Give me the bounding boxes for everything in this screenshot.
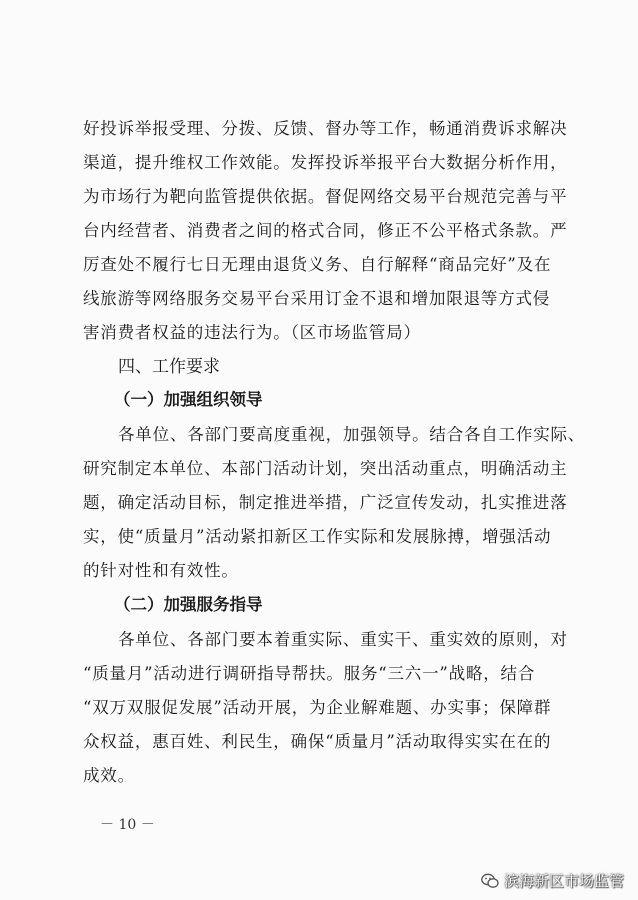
wechat-icon [481,873,499,889]
heading-work-requirements: 四、工作要求 [118,357,220,377]
subheading-organization: （一）加强组织领导 [114,390,263,409]
text-line: 各单位、各部门要本着重实际、重实干、重实效的原则，对 [118,630,568,649]
page-number: － 10 － [100,817,155,833]
text-line: 台内经营者、消费者之间的格式合同，修正不公平格式条款。严 [83,221,568,240]
text-line: 成效。 [83,766,135,785]
text-line: 题，确定活动目标，制定推进举措，广泛宣传发动，扎实推进落 [83,493,568,512]
text-line: 渠道，提升维权工作效能。发挥投诉举报平台大数据分析作用， [83,153,568,172]
text-line: 为市场行为靶向监管提供依据。督促网络交易平台规范完善与平 [83,187,568,206]
text-line: 研究制定本单位、本部门活动计划，突出活动重点，明确活动主 [83,459,568,478]
wechat-watermark [481,870,624,891]
text-line: 厉查处不履行七日无理由退货义务、自行解释“商品完好”及在 [83,255,552,274]
watermark-text: 滨海新区市场监管 [503,872,624,890]
text-line: 众权益，惠百姓、利民生，确保“质量月”活动取得实实在在的 [83,732,552,751]
text-line: “质量月”活动进行调研指导帮扶。服务“三六一”战略，结合 [83,664,536,683]
text-line: 实，使“质量月”活动紧扣新区工作实际和发展脉搏，增强活动 [83,527,552,546]
text-line: 各单位、各部门要高度重视，加强领导。结合各自工作实际、 [118,425,586,444]
text-line: 的针对性和有效性。 [83,561,239,580]
subheading-service-guidance: （二）加强服务指导 [114,595,263,614]
text-line: 害消费者权益的违法行为。（区市场监管局） [83,323,421,342]
text-line: 好投诉举报受理、分拨、反馈、督办等工作，畅通消费诉求解决 [83,119,568,138]
text-line: 线旅游等网络服务交易平台采用订金不退和增加限退等方式侵 [83,289,551,308]
text-line: “双万双服促发展”活动开展，为企业解难题、办实事；保障群 [83,698,552,717]
